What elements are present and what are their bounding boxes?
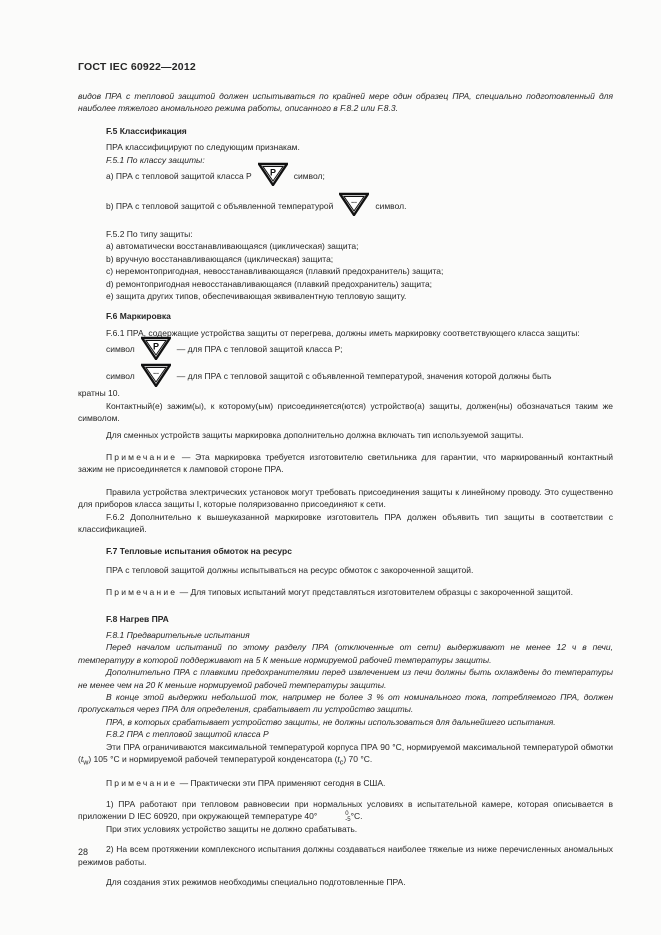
text-run: °С. <box>350 810 363 821</box>
f8-italic-paragraph: Перед началом испытаний по этому разделу ПРА (отключенные от сети) выдерживают не менее 12 ч в печи, температуру в которой поддерживают на 5 К меньше нормируемой рабочей температуры защиты. <box>78 642 613 665</box>
text-run: 1) ПРА работают при тепловом равновесии при нормальных условиях в испытательной камере, которая описывается в приложении D IEC 60920, при окружающей температуре 40° <box>78 798 613 821</box>
class-p-letter: P <box>152 341 159 352</box>
text-run: ) 105 °С и нормируемой рабочей температурой конденсатора ( <box>88 754 338 765</box>
page-number: 28 <box>78 847 89 857</box>
f6-symbol-class-p <box>78 339 613 359</box>
f6-symbol-declared-text: — для ПРА с тепловой защитой с объявленной температурой, значения которой должны быть <box>176 371 552 382</box>
subscript-w: w <box>83 758 89 767</box>
f6-2-paragraph: F.6.2 Дополнительно к вышеуказанной маркировке изготовитель ПРА должен объявить тип защиты в соответствии с классификацией. <box>78 511 613 534</box>
f6-symbol-declared-continuation: кратны 10. <box>78 388 120 399</box>
f5-type-item: а) автоматически восстанавливающаяся (циклическая) защита; <box>106 241 359 252</box>
f5-item-b-text: b) ПРА с тепловой защитой с объявленной температурой <box>106 200 334 211</box>
text-run: ) 70 °С. <box>343 754 373 765</box>
section-f7-heading: F.7 Тепловые испытания обмоток на ресурс <box>106 546 292 557</box>
f5-item-b <box>78 194 613 218</box>
f8-2-subheading: F.8.2 ПРА с тепловой защитой класса Р <box>106 729 269 740</box>
document-header: ГОСТ IEC 60922—2012 <box>78 61 196 73</box>
f5-type-item: е) защита других типов, обеспечивающая эквивалентную тепловую защиту. <box>106 291 407 302</box>
f5-type-item: b) вручную восстанавливающаяся (циклическая) защита; <box>106 253 334 264</box>
f8-2-paragraph <box>78 741 613 770</box>
f5-item-a-suffix: символ; <box>293 170 325 181</box>
f5-1-subheading: F.5.1 По классу защиты: <box>106 154 205 165</box>
f6-note <box>78 451 613 476</box>
section-f8-heading: F.8 Нагрев ПРА <box>106 613 169 624</box>
f6-symbol-label: символ <box>106 371 135 382</box>
section-f6-heading: F.6 Маркировка <box>106 311 171 322</box>
f6-symbol-label: символ <box>106 344 135 355</box>
f6-paragraph: Контактный(е) зажим(ы), к которому(ым) присоединяется(ются) устройство(а) защиты, должен(ны) обозначаться таким же символом. <box>78 400 613 424</box>
f5-type-item: d) ремонтопригодная невосстанавливающаяся (плавкий предохранитель) защита; <box>106 278 433 289</box>
f8-list-item-1 <box>78 798 613 823</box>
f8-paragraph: Для создания этих режимов необходимы специально подготовленные ПРА. <box>106 876 406 887</box>
f7-paragraph: ПРА с тепловой защитой должны испытываться на ресурс обмоток с закороченной защитой. <box>106 564 474 575</box>
f6-paragraph: Для сменных устройств защиты маркировка дополнительно должна включать тип используемой защиты. <box>106 429 524 440</box>
class-p-symbol-icon <box>141 336 171 363</box>
section-f5-heading: F.5 Классификация <box>106 125 187 136</box>
intro-paragraph: видов ПРА с тепловой защитой должен испытываться по крайней мере один образец ПРА, специально подготовленный для наиболее тяжелого аномального режима работы, описанного в F.8.2 или F.8.3. <box>78 91 613 114</box>
f8-italic-paragraph: Дополнительно ПРА с плавкими предохранителями перед извлечением из печи должны быть охлаждены до температуры не менее чем на 20 К меньше нормируемой рабочей температуры защиты. <box>78 667 613 690</box>
note-label: Примечание <box>106 451 178 462</box>
f7-note <box>78 586 613 598</box>
f8-list-item-2: 2) На всем протяжении комплексного испытания должны создаваться наиболее тяжелые из ниже перечисленных аномальных режимов работы. <box>78 844 613 867</box>
f5-type-item: с) неремонтопригодная, невосстанавливающаяся (плавкий предохранитель) защита; <box>106 266 444 277</box>
class-p-letter: P <box>269 167 276 178</box>
f8-paragraph: При этих условиях устройство защиты не должно срабатывать. <box>106 823 358 834</box>
note-label: Примечание <box>106 778 178 789</box>
subscript-c: c <box>339 758 344 767</box>
declared-temperature-symbol-icon <box>141 363 171 390</box>
class-p-symbol-icon <box>258 162 288 189</box>
f8-1-subheading: F.8.1 Предварительные испытания <box>106 629 250 640</box>
declared-temperature-dots: ... <box>152 368 159 376</box>
note-text: — Практически эти ПРА применяют сегодня в США. <box>179 778 386 789</box>
f5-item-a <box>78 166 613 186</box>
declared-temperature-symbol-icon <box>339 192 369 219</box>
page-body <box>78 90 613 888</box>
note-text: — Для типовых испытаний могут представляться изготовителем образцы с закороченной защитой. <box>179 587 573 598</box>
symbol-t: t <box>337 754 340 765</box>
tolerance-lower: -5 <box>345 816 351 823</box>
f5-item-b-suffix: символ. <box>375 200 407 211</box>
f5-line: ПРА классифицируют по следующим признакам. <box>106 142 300 153</box>
f8-note <box>78 777 613 789</box>
f6-symbol-declared <box>78 365 613 387</box>
f6-symbol-class-p-text: — для ПРА с тепловой защитой класса Р; <box>176 344 343 355</box>
f5-item-a-text: а) ПРА с тепловой защитой класса Р <box>106 170 252 181</box>
f5-2-subheading: F.5.2 По типу защиты: <box>106 229 193 240</box>
tolerance-upper: 0 <box>345 810 349 817</box>
f8-italic-paragraph: ПРА, в которых срабатывает устройство защиты, не должны использоваться для дальнейшего испытания. <box>106 716 556 727</box>
text-run: Эти ПРА ограничиваются максимальной температурой корпуса ПРА 90 °С, нормируемой максимальной температурой обмотки ( <box>78 741 613 765</box>
note-label: Примечание <box>106 587 178 598</box>
f6-paragraph: Правила устройства электрических установок могут требовать присоединения защиты к линейному проводу. Это существенно для приборов класса защиты I, которые поляризованно присоединяют к сети. <box>78 486 613 510</box>
temperature-tolerance <box>317 811 350 823</box>
symbol-t: t <box>80 754 84 765</box>
f6-1-paragraph: F.6.1 ПРА, содержащие устройства защиты от перегрева, должны иметь маркировку соответствующего класса защиты: <box>106 327 580 338</box>
declared-temperature-dots: ... <box>351 198 358 206</box>
note-text: — Эта маркировка требуется изготовителю светильника для гарантии, что маркированный контактный зажим не присоединяется к ламповой стороне ПРА. <box>78 451 613 475</box>
f8-italic-paragraph: В конце этой выдержки небольшой ток, например не более 3 % от номинального тока, потребляемого ПРА, должен пропускаться через ПРА для определения, срабатывает ли устройство защиты. <box>78 692 613 715</box>
